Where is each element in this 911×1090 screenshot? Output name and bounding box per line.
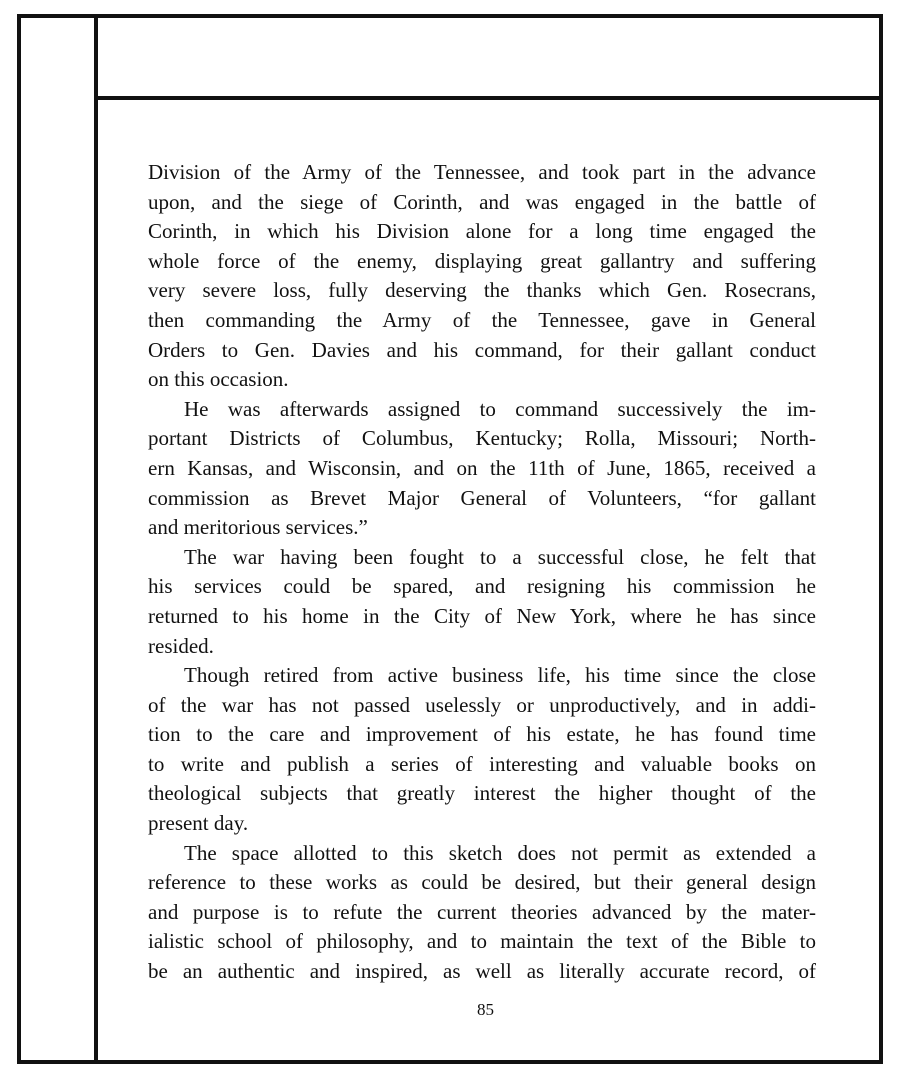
text-line: then commanding the Army of the Tennessee, gave in General (148, 307, 816, 332)
text-line: of the war has not passed uselessly or unproductively, and in addi- (148, 692, 816, 717)
text-line: portant Districts of Columbus, Kentucky; Rolla, Missouri; North- (148, 426, 816, 451)
text-line: He was afterwards assigned to command successively the im- (184, 396, 816, 421)
text-line: ialistic school of philosophy, and to maintain the text of the Bible to (148, 929, 816, 954)
text-line: to write and publish a series of interesting and valuable books on (148, 751, 816, 776)
text-line: ern Kansas, and Wisconsin, and on the 11th of June, 1865, received a (148, 455, 816, 480)
text-line: Though retired from active business life, his time since the close (184, 663, 816, 688)
text-line: The war having been fought to a successful close, he felt that (184, 544, 816, 569)
text-line: reference to these works as could be desired, but their general design (148, 870, 816, 895)
text-line: Division of the Army of the Tennessee, and took part in the advance (148, 160, 816, 184)
text-line: Corinth, in which his Division alone for a long time engaged the (148, 219, 816, 244)
page-number: 85 (477, 1000, 494, 1019)
text-line: on this occasion. (148, 367, 289, 392)
text-line: upon, and the siege of Corinth, and was engaged in the battle of (148, 189, 816, 214)
text-line: be an authentic and inspired, as well as literally accurate record, of (148, 959, 816, 984)
text-line: whole force of the enemy, displaying great gallantry and suffering (148, 248, 816, 273)
text-line: resided. (148, 633, 214, 658)
text-line: theological subjects that greatly interest the higher thought of the (148, 781, 816, 806)
text-line: his services could be spared, and resigning his commission he (148, 574, 816, 599)
text-line: The space allotted to this sketch does not permit as extended a (184, 840, 816, 865)
text-line: returned to his home in the City of New York, where he has since (148, 603, 816, 628)
text-line: tion to the care and improvement of his estate, he has found time (148, 722, 816, 747)
margin-rule (94, 14, 98, 1064)
text-line: present day. (148, 811, 249, 836)
text-line: and meritorious services.” (148, 515, 368, 540)
header-rule (94, 96, 883, 100)
text-line: commission as Brevet Major General of Volunteers, “for gallant (148, 485, 816, 510)
text-line: and purpose is to refute the current theories advanced by the mater- (148, 899, 816, 924)
text-line: Orders to Gen. Davies and his command, for their gallant conduct (148, 337, 816, 362)
text-line: very severe loss, fully deserving the thanks which Gen. Rosecrans, (148, 278, 816, 303)
body-text (148, 158, 816, 987)
